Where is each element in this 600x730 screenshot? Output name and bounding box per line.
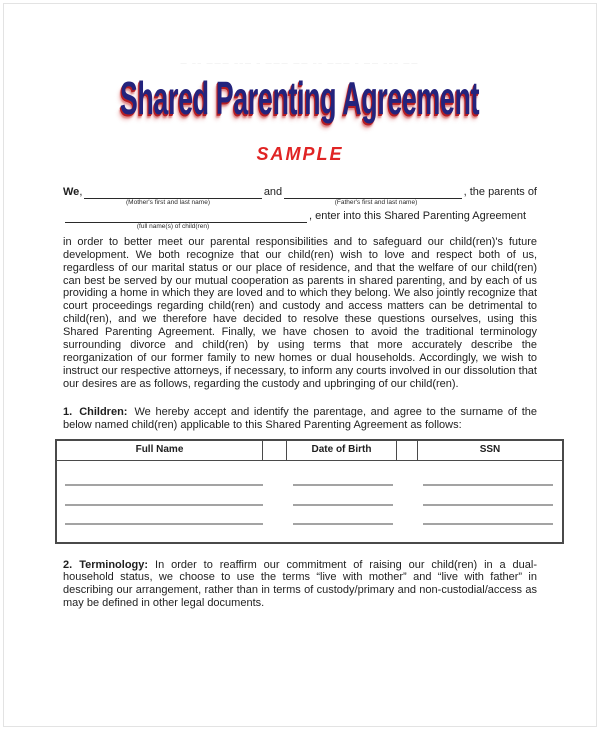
fill-in-line [65,523,263,525]
section-2-number: 2. [63,558,73,571]
father-name-blank [284,187,461,199]
intro-paragraph: in order to better meet our parental responsibilities and to safeguard our child(ren)'s future development. We both recognize that our child(ren) wish to love and respect both of us, regardless of our marital status or our place of residence, and that the welfare of our child(ren) can best be served by our mutual cooperation as parents in shared parenting, and by each of us providing a home in which they are loved and to which they belong. We also jointly recognize that court proceedings regarding child(ren) and custody and access matters can be detrimental to child(ren), and we therefore have decided to resolve these questions ourselves, using this Shared Parenting Agreement. Finally, we have chosen to avoid the traditional terminology surrounding divorce and child(ren) by using terms that more accurately describe the reorganization of our former family to new homes or dual households. Accordingly, we wish to instruct our respective attorneys, if necessary, to inform any courts involved in our dissolution that our desires are as follows, regarding the custody and upbringing of our child(ren). [63,235,537,390]
fill-in-line [293,523,393,525]
intro-line-parents [63,186,537,199]
fill-in-line [65,484,263,486]
child-names-caption: (full name(s) of child(ren) [136,222,210,230]
section-1-number: 1. [63,405,73,418]
column-spacer-1 [263,441,287,460]
mother-name-blank [84,187,261,199]
we-label: We [63,186,80,198]
parent-captions-row [63,199,537,208]
father-name-caption: (Father's first and last name) [334,198,418,206]
document-title-wrap [0,74,600,124]
section-1-text: We hereby accept and identify the parentage, and agree to the surname of the below named child(ren) applicable to this Shared Parenting Agreement as follows: [63,405,537,431]
column-header-date-of-birth: Date of Birth [287,441,397,460]
section-2-text: In order to reaffirm our commitment of raising our child(ren) in a dual-household status, we choose to use the terms “live with mother” and “live with father” in describing our arrangement, rather than in terms of custody/primary and non-custodial/access as may be defined in other legal documents. [63,558,537,610]
children-table-body [57,461,562,542]
mother-name-caption: (Mother's first and last name) [126,198,210,206]
fill-in-line [423,504,553,506]
faint-watermark-text: — –– ——— ––— – ——— —— –– ——— – —— ––– —— [180,61,420,67]
children-table-header [57,441,562,461]
section-2-heading: Terminology: [79,558,149,571]
parents-of-label: , the parents of [463,186,537,198]
we-comma: , [79,186,83,198]
enter-agreement-label: , enter into this Shared Parenting Agreement [309,209,527,222]
column-header-ssn: SSN [479,443,501,455]
column-header-full-name: Full Name [57,441,263,460]
and-label: and [263,186,283,198]
document-body [63,186,537,610]
fill-in-line [293,504,393,506]
sample-label: SAMPLE [256,144,344,164]
fill-in-line [293,484,393,486]
fill-in-line [423,523,553,525]
section-terminology [63,559,537,611]
fill-in-line [65,504,263,506]
child-names-blank [65,211,307,223]
section-1-heading: Children: [79,405,128,418]
fill-in-line [423,484,553,486]
children-table [55,439,564,544]
child-caption-row [63,223,537,232]
document-title: Shared Parenting Agreement [120,72,480,124]
column-spacer-2 [397,441,418,460]
intro-line-children [63,210,537,223]
section-children [63,406,537,432]
